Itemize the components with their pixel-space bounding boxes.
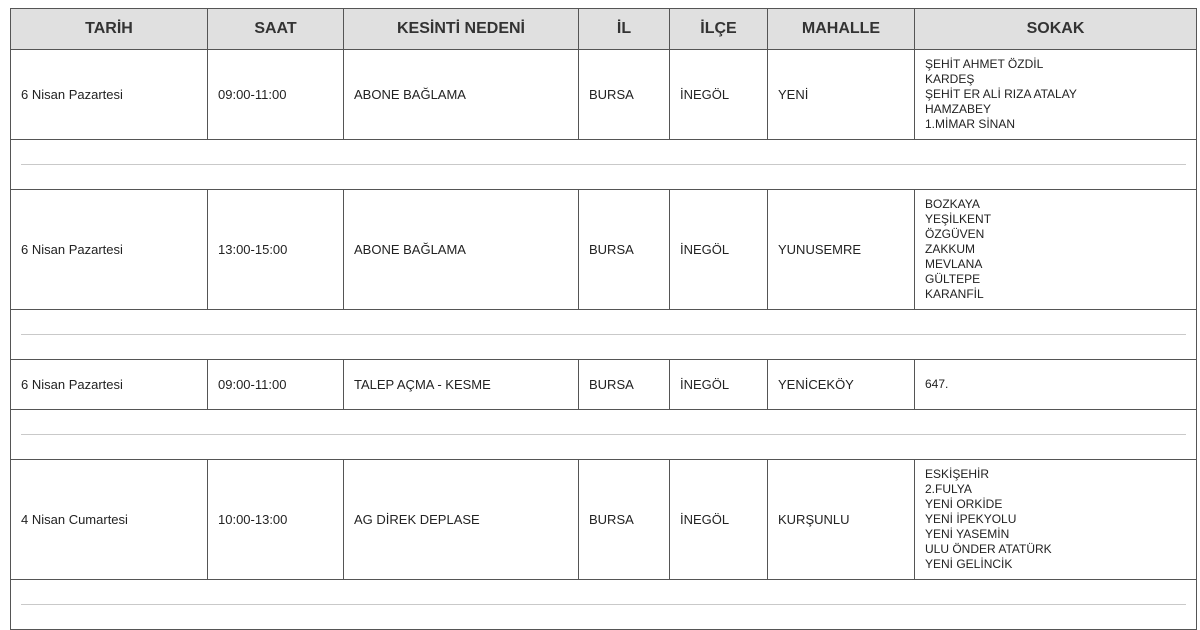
cell-neighborhood: YENİ: [768, 50, 915, 140]
divider-line: [21, 334, 1186, 335]
cell-district: İNEGÖL: [670, 50, 768, 140]
cell-district: İNEGÖL: [670, 190, 768, 310]
cell-reason: ABONE BAĞLAMA: [344, 190, 579, 310]
separator-cell: [11, 410, 1197, 460]
street-name: KARANFİL: [925, 287, 984, 301]
separator-cell: [11, 580, 1197, 630]
street-name: ESKİŞEHİR: [925, 467, 990, 481]
divider-line: [21, 434, 1186, 435]
table-header-row: [11, 9, 1197, 50]
table-row: [11, 460, 1197, 580]
row-separator: [11, 310, 1197, 360]
cell-time: 10:00-13:00: [208, 460, 344, 580]
street-name: YENİ ORKİDE: [925, 497, 1003, 511]
street-name: YEŞİLKENT: [925, 212, 992, 226]
cell-neighborhood: KURŞUNLU: [768, 460, 915, 580]
cell-time: 09:00-11:00: [208, 360, 344, 410]
table-body: [11, 50, 1197, 630]
street-name: ÖZGÜVEN: [925, 227, 985, 241]
street-name: ŞEHİT AHMET ÖZDİL: [925, 57, 1044, 71]
cell-city: BURSA: [579, 360, 670, 410]
table-row: [11, 50, 1197, 140]
header-neighborhood: MAHALLE: [768, 9, 915, 50]
table-row: [11, 360, 1197, 410]
header-date: TARİH: [11, 9, 208, 50]
cell-date: 4 Nisan Cumartesi: [11, 460, 208, 580]
street-name: 2.FULYA: [925, 482, 972, 496]
cell-city: BURSA: [579, 190, 670, 310]
cell-reason: AG DİREK DEPLASE: [344, 460, 579, 580]
cell-date: 6 Nisan Pazartesi: [11, 190, 208, 310]
separator-cell: [11, 140, 1197, 190]
cell-district: İNEGÖL: [670, 460, 768, 580]
street-name: KARDEŞ: [925, 72, 975, 86]
cell-time: 13:00-15:00: [208, 190, 344, 310]
cell-city: BURSA: [579, 50, 670, 140]
cell-neighborhood: YUNUSEMRE: [768, 190, 915, 310]
cell-date: 6 Nisan Pazartesi: [11, 50, 208, 140]
outage-table: [10, 8, 1196, 630]
street-name: 647.: [925, 377, 949, 391]
street-name: ULU ÖNDER ATATÜRK: [925, 542, 1052, 556]
header-city: İL: [579, 9, 670, 50]
street-name: 1.MİMAR SİNAN: [925, 117, 1016, 131]
street-name: MEVLANA: [925, 257, 983, 271]
header-time: SAAT: [208, 9, 344, 50]
cell-city: BURSA: [579, 460, 670, 580]
row-separator: [11, 580, 1197, 630]
row-separator: [11, 410, 1197, 460]
cell-district: İNEGÖL: [670, 360, 768, 410]
street-name: HAMZABEY: [925, 102, 992, 116]
street-name: GÜLTEPE: [925, 272, 981, 286]
separator-cell: [11, 310, 1197, 360]
cell-date: 6 Nisan Pazartesi: [11, 360, 208, 410]
cell-streets: [915, 50, 1197, 140]
table-row: [11, 190, 1197, 310]
cell-streets: [915, 360, 1197, 410]
cell-streets: [915, 190, 1197, 310]
cell-reason: TALEP AÇMA - KESME: [344, 360, 579, 410]
street-name: ŞEHİT ER ALİ RIZA ATALAY: [925, 87, 1077, 101]
street-name: YENİ YASEMİN: [925, 527, 1010, 541]
cell-time: 09:00-11:00: [208, 50, 344, 140]
cell-neighborhood: YENİCEKÖY: [768, 360, 915, 410]
divider-line: [21, 164, 1186, 165]
street-name: YENİ GELİNCİK: [925, 557, 1013, 571]
row-separator: [11, 140, 1197, 190]
street-name: ZAKKUM: [925, 242, 976, 256]
header-district: İLÇE: [670, 9, 768, 50]
cell-streets: [915, 460, 1197, 580]
street-name: BOZKAYA: [925, 197, 980, 211]
header-street: SOKAK: [915, 9, 1197, 50]
cell-reason: ABONE BAĞLAMA: [344, 50, 579, 140]
street-name: YENİ İPEKYOLU: [925, 512, 1017, 526]
divider-line: [21, 604, 1186, 605]
header-reason: KESİNTİ NEDENİ: [344, 9, 579, 50]
power-outage-schedule-table: [10, 8, 1197, 630]
